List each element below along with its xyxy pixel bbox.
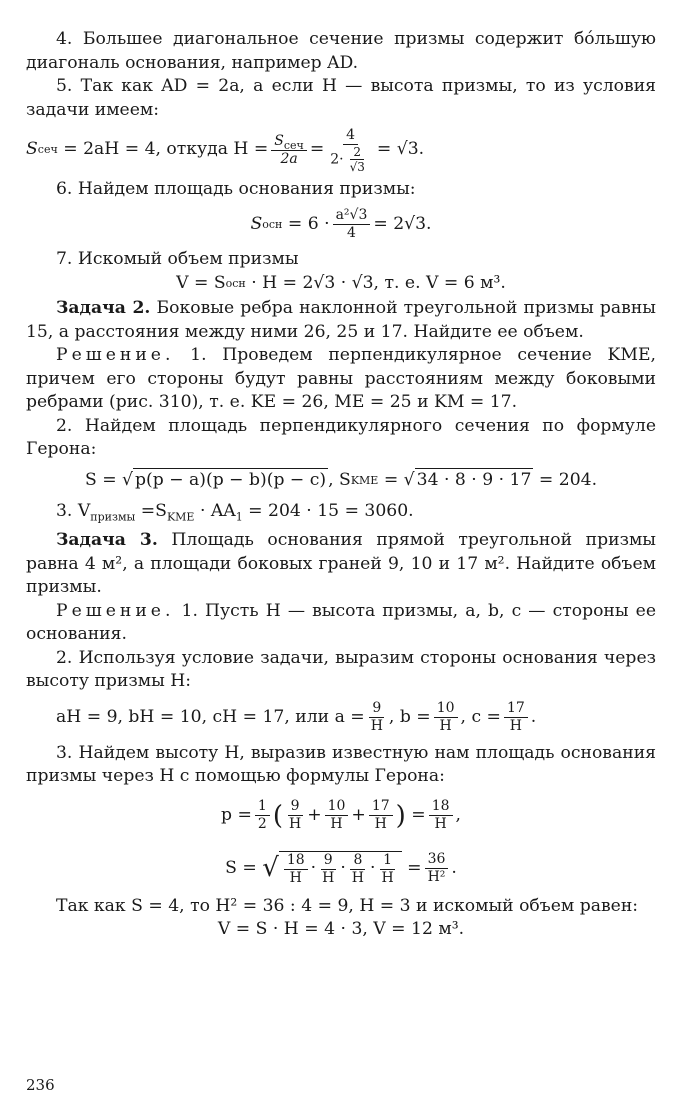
solution-2-step-1: Решение. 1. Проведем перпендикулярное сечение KME, причем его стороны будут равны расстояниям между боковыми ребрами (рис. 310), т. е. KE = 26, ME = 25 и KM = 17. (26, 345, 656, 412)
step-5: 5. Так как AD = 2a, а если H — высота призмы, то из условия задачи имеем: (26, 76, 656, 120)
solution-3-step-3: 3. Найдем высоту H, выразив известную нам площадь основания призмы через H с помощью формулы Герона: (26, 742, 656, 786)
final-statement: Так как S = 4, то H² = 36 : 4 = 9, H = 3 и искомый объем равен: (56, 895, 639, 916)
page-number: 236 (26, 1076, 55, 1094)
solution-2-step-2: 2. Найдем площадь перпендикулярного сечения по формуле Герона: (26, 415, 656, 459)
solution-3-step-2: 2. Используя условие задачи, выразим стороны основания через высоту призмы H: (26, 647, 656, 691)
fraction: $\frac{\text{a²√3}}{4}$ (333, 207, 371, 242)
step-4: 4. Большее диагональное сечение призмы содержит бóльшую диагональ основания, например AD. (26, 29, 656, 73)
step-6: 6. Найдем площадь основания призмы: (56, 179, 416, 199)
problem-2: Задача 2. Боковые ребра наклонной треугольной призмы равны 15, а расстояния между ними 26, 25 и 17. Найдите ее объем. (26, 298, 656, 342)
problem-3: Задача 3. Площадь основания прямой треугольной призмы равна 4 м², а площади боковых граней 9, 10 и 17 м². Найдите объем призмы. (26, 530, 656, 597)
equation-section-area: S сеч = 2aH = 4, откуда H = $\frac{S_{сеч}}{2a}$ = 4 2· $\frac{2}{√3}$ = √3. (26, 126, 425, 174)
fraction: $\frac{S_{сеч}}{2a}$ (271, 133, 307, 168)
solution-3-step-1: Решение. 1. Пусть H — высота призмы, a, b, c — стороны ее основания. (26, 600, 657, 644)
solution-2-step-3: 3. $V_{призмы} =S_{KME} \cdot AA_1 = 204 \cdot 15 = 3060$. (56, 500, 414, 523)
equation-semiperimeter: p = $\frac{1}{2}$ ( $\frac{9}{H}$ + $\frac{10}{H}$ + $\frac{17}{H}$ ) = $\frac{18}{H}$ , (221, 798, 461, 832)
page-content (26, 28, 656, 942)
step-7: 7. Искомый объем призмы (56, 248, 299, 269)
equation-heron: S = √ p(p − a)(p − b)(p − c) , S KME = √ 34 · 8 · 9 · 17 = 204. (26, 462, 656, 500)
fraction: 4 2· $\frac{2}{√3}$ (330, 126, 365, 174)
equation-base-area: S осн = 6 · $\frac{\text{a²√3}}{4}$ = 2√3. (250, 207, 432, 241)
equation-volume: V = S осн · H = 2√3 · √3, т. е. V = 6 м³. (176, 273, 506, 294)
equation-sides: aH = 9, bH = 10, cH = 17, или a = $\frac{9}{H}$ , b = $\frac{10}{H}$ , c = $\frac{17}{H}$ . (56, 700, 537, 734)
final-equation: V = S · H = 4 · 3, V = 12 м³. (217, 919, 465, 939)
equation-area-sqrt: S = √ $\frac{18}{H}$ · $\frac{9}{H}$ · $\frac{8}{H}$ · $\frac{1}{H}$ = $\frac{36}{\text{H²}}$ . (225, 851, 457, 886)
